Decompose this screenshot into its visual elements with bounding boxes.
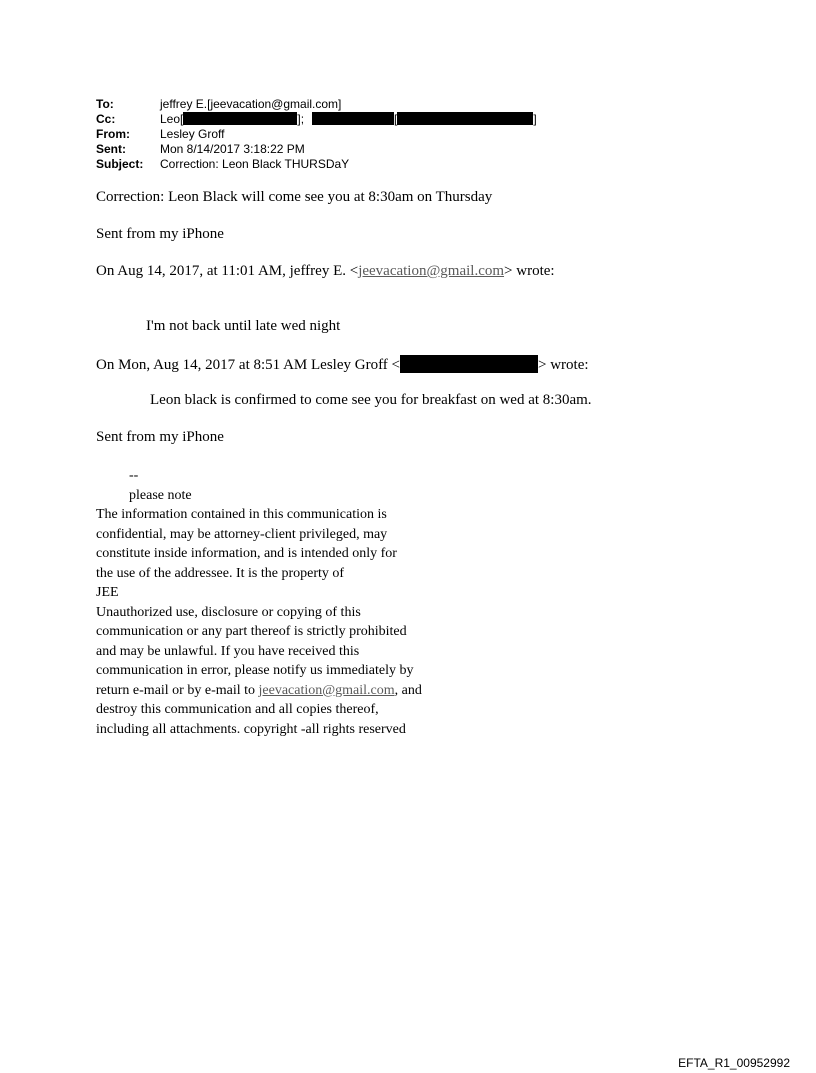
from-row	[96, 127, 537, 142]
document-id: EFTA_R1_00952992	[678, 1056, 790, 1070]
subject-label: Subject:	[96, 157, 144, 171]
cc-bracket-close: ]	[533, 112, 537, 126]
cc-prefix: Leo[	[160, 112, 184, 126]
cc-separator: ];	[297, 112, 305, 126]
subject-row	[96, 157, 537, 172]
cc-bracket-open: [	[394, 112, 398, 126]
sent-from-iphone-2: Sent from my iPhone	[96, 429, 224, 445]
cc-row	[96, 112, 537, 127]
disclaimer-line: communication in error, please notify us immediately by	[96, 663, 414, 678]
sent-label: Sent:	[96, 142, 126, 156]
cc-label: Cc:	[96, 112, 116, 126]
disclaimer-line: destroy this communication and all copies thereof,	[96, 702, 379, 717]
return-suffix: , and	[394, 682, 422, 698]
disclaimer-line: communication or any part thereof is strictly prohibited	[96, 624, 407, 639]
redaction-box	[312, 112, 394, 125]
email-link[interactable]: jeevacation@gmail.com	[358, 263, 505, 279]
please-note: please note	[129, 487, 192, 503]
disclaimer-line: constitute inside information, and is intended only for	[96, 546, 397, 561]
email-header	[96, 97, 537, 172]
reply2-text: Leon black is confirmed to come see you for breakfast on wed at 8:30am.	[150, 392, 592, 408]
email-link[interactable]: jeevacation@gmail.com	[258, 682, 395, 698]
disclaimer-line: including all attachments. copyright -all rights reserved	[96, 721, 406, 737]
disclaimer-line: and may be unlawful. If you have received this	[96, 643, 360, 659]
disclaimer-line: Unauthorized use, disclosure or copying of this	[96, 604, 361, 620]
redaction-box	[397, 112, 533, 125]
quote1-attribution	[96, 263, 555, 280]
disclaimer-line: the use of the addressee. It is the property of	[96, 565, 345, 581]
to-row	[96, 97, 537, 112]
disclaimer-return-line	[96, 681, 422, 701]
redaction-box	[400, 355, 538, 373]
quote1-prefix: On Aug 14, 2017, at 11:01 AM, jeffrey E. <	[96, 263, 359, 279]
subject-value: Correction: Leon Black THURSDaY	[160, 157, 350, 171]
disclaimer-line: confidential, may be attorney-client privileged, may	[96, 526, 388, 542]
to-label: To:	[96, 97, 114, 111]
quote1-suffix: > wrote:	[504, 263, 555, 279]
return-prefix: return e-mail or by e-mail to	[96, 682, 259, 698]
sent-value: Mon 8/14/2017 3:18:22 PM	[160, 142, 305, 156]
from-value: Lesley Groff	[160, 127, 225, 141]
redaction-box	[183, 112, 297, 125]
reply1-text: I'm not back until late wed night	[146, 318, 341, 334]
sent-from-iphone: Sent from my iPhone	[96, 226, 224, 242]
disclaimer-line: The information contained in this communication is	[96, 507, 387, 522]
quote2-attribution	[96, 355, 589, 374]
from-label: From:	[96, 127, 130, 141]
correction-line: Correction: Leon Black will come see you at 8:30am on Thursday	[96, 189, 493, 205]
disclaimer	[96, 466, 422, 739]
signature-dashes: --	[129, 468, 139, 483]
disclaimer-line: JEE	[96, 585, 119, 600]
quote2-prefix: On Mon, Aug 14, 2017 at 8:51 AM Lesley Groff <	[96, 357, 400, 373]
to-value: jeffrey E.[jeevacation@gmail.com]	[160, 97, 342, 111]
quote2-suffix: > wrote:	[538, 357, 589, 373]
sent-row	[96, 142, 537, 157]
